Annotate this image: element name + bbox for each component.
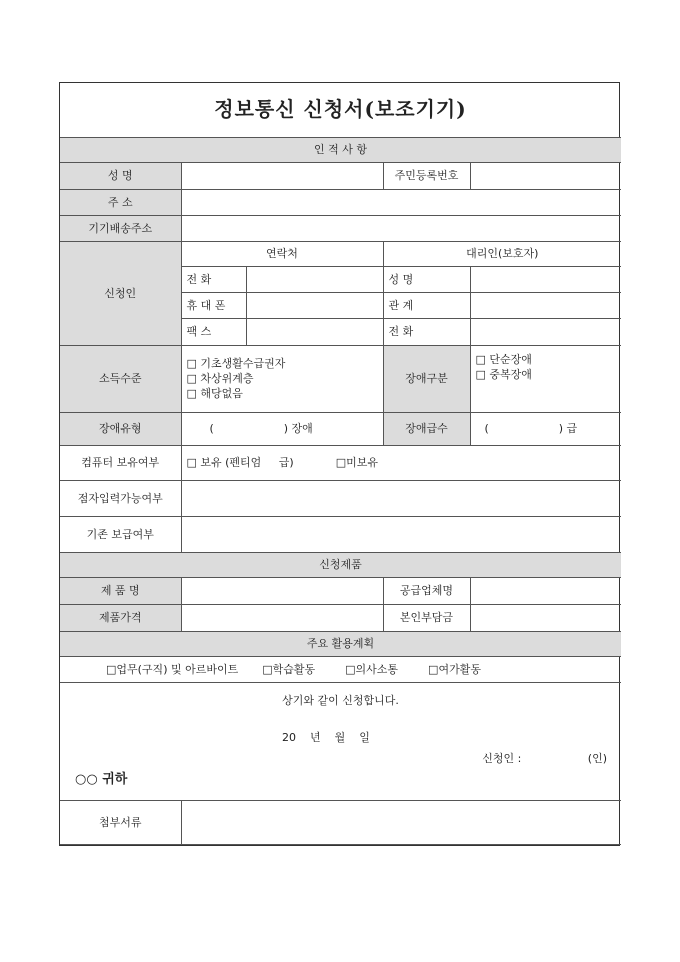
- supplier-label: 공급업체명: [383, 577, 470, 604]
- form-title: 정보통신 신청서(보조기기): [60, 83, 621, 137]
- contact-phone-label: 전 화: [181, 266, 246, 292]
- device-delivery-address-label: 기기배송주소: [60, 215, 181, 241]
- product-price-label: 제품가격: [60, 604, 181, 631]
- resident-number-label: 주민등록번호: [383, 162, 470, 189]
- contact-fax-label: 팩 스: [181, 318, 246, 345]
- proxy-relation-field[interactable]: [470, 292, 621, 318]
- product-name-label: 제 품 명: [60, 577, 181, 604]
- device-delivery-address-field[interactable]: [181, 215, 621, 241]
- braille-label: 점자입력가능여부: [60, 480, 181, 516]
- income-option-near-poverty[interactable]: □ 차상위계층: [186, 372, 254, 385]
- product-name-field[interactable]: [181, 577, 383, 604]
- product-section-header: 신청제품: [60, 552, 621, 577]
- proxy-relation-label: 관 계: [383, 292, 470, 318]
- disability-grade-field[interactable]: ( ) 급: [470, 412, 621, 445]
- proxy-header: 대리인(보호자): [383, 241, 621, 266]
- plan-section-header: 주요 활용계획: [60, 631, 621, 656]
- proxy-name-field[interactable]: [470, 266, 621, 292]
- form-table: [60, 83, 621, 845]
- disability-kind-field[interactable]: ( ) 장애: [181, 412, 383, 445]
- disability-type-single[interactable]: □ 단순장애: [475, 352, 532, 366]
- existing-supply-field[interactable]: [181, 516, 621, 552]
- signature-line: 신청인 : (인): [482, 751, 607, 765]
- application-form: [59, 82, 620, 846]
- disability-type-label: 장애구분: [383, 345, 470, 412]
- disability-kind-label: 장애유형: [60, 412, 181, 445]
- plan-option-study[interactable]: □학습활동: [262, 662, 316, 676]
- plan-option-communication[interactable]: □의사소통: [345, 662, 399, 676]
- proxy-name-label: 성 명: [383, 266, 470, 292]
- attachments-label: 첨부서류: [60, 800, 181, 844]
- proxy-phone-field[interactable]: [470, 318, 621, 345]
- address-field[interactable]: [181, 189, 621, 215]
- address-label: 주 소: [60, 189, 181, 215]
- computer-not-own-option[interactable]: □미보유: [335, 456, 378, 469]
- plan-options: [60, 656, 621, 682]
- braille-field[interactable]: [181, 480, 621, 516]
- self-pay-field[interactable]: [470, 604, 621, 631]
- plan-option-leisure[interactable]: □여가활동: [428, 662, 481, 676]
- disability-type-options: [470, 345, 621, 412]
- plan-option-work[interactable]: □업무(구직) 및 아르바이트: [106, 662, 239, 676]
- declaration-block: [60, 682, 621, 800]
- name-field[interactable]: [181, 162, 383, 189]
- personal-section-header: 인 적 사 항: [60, 137, 621, 162]
- income-option-basic-livelihood[interactable]: □ 기초생활수급권자: [186, 357, 286, 370]
- declaration-text: 상기와 같이 신청합니다.: [282, 693, 399, 707]
- computer-options: [181, 445, 621, 480]
- income-option-not-applicable[interactable]: □ 해당없음: [186, 387, 243, 400]
- contact-mobile-field[interactable]: [246, 292, 383, 318]
- disability-type-multiple[interactable]: □ 중복장애: [475, 367, 532, 381]
- resident-number-field[interactable]: [470, 162, 621, 189]
- product-price-field[interactable]: [181, 604, 383, 631]
- supplier-field[interactable]: [470, 577, 621, 604]
- income-options: [181, 345, 383, 412]
- name-label: 성 명: [60, 162, 181, 189]
- contact-fax-field[interactable]: [246, 318, 383, 345]
- contact-phone-field[interactable]: [246, 266, 383, 292]
- proxy-phone-label: 전 화: [383, 318, 470, 345]
- applicant-label: 신청인: [60, 241, 181, 345]
- computer-label: 컴퓨터 보유여부: [60, 445, 181, 480]
- disability-grade-label: 장애급수: [383, 412, 470, 445]
- computer-own-option[interactable]: □ 보유 (펜티엄 급): [186, 456, 294, 469]
- income-label: 소득수준: [60, 345, 181, 412]
- contact-header: 연락처: [181, 241, 383, 266]
- self-pay-label: 본인부담금: [383, 604, 470, 631]
- recipient: ○○ 귀하: [75, 771, 128, 787]
- existing-supply-label: 기존 보급여부: [60, 516, 181, 552]
- attachments-field[interactable]: [181, 800, 621, 844]
- contact-mobile-label: 휴 대 폰: [181, 292, 246, 318]
- date-line: 20 년 월 일: [282, 730, 370, 744]
